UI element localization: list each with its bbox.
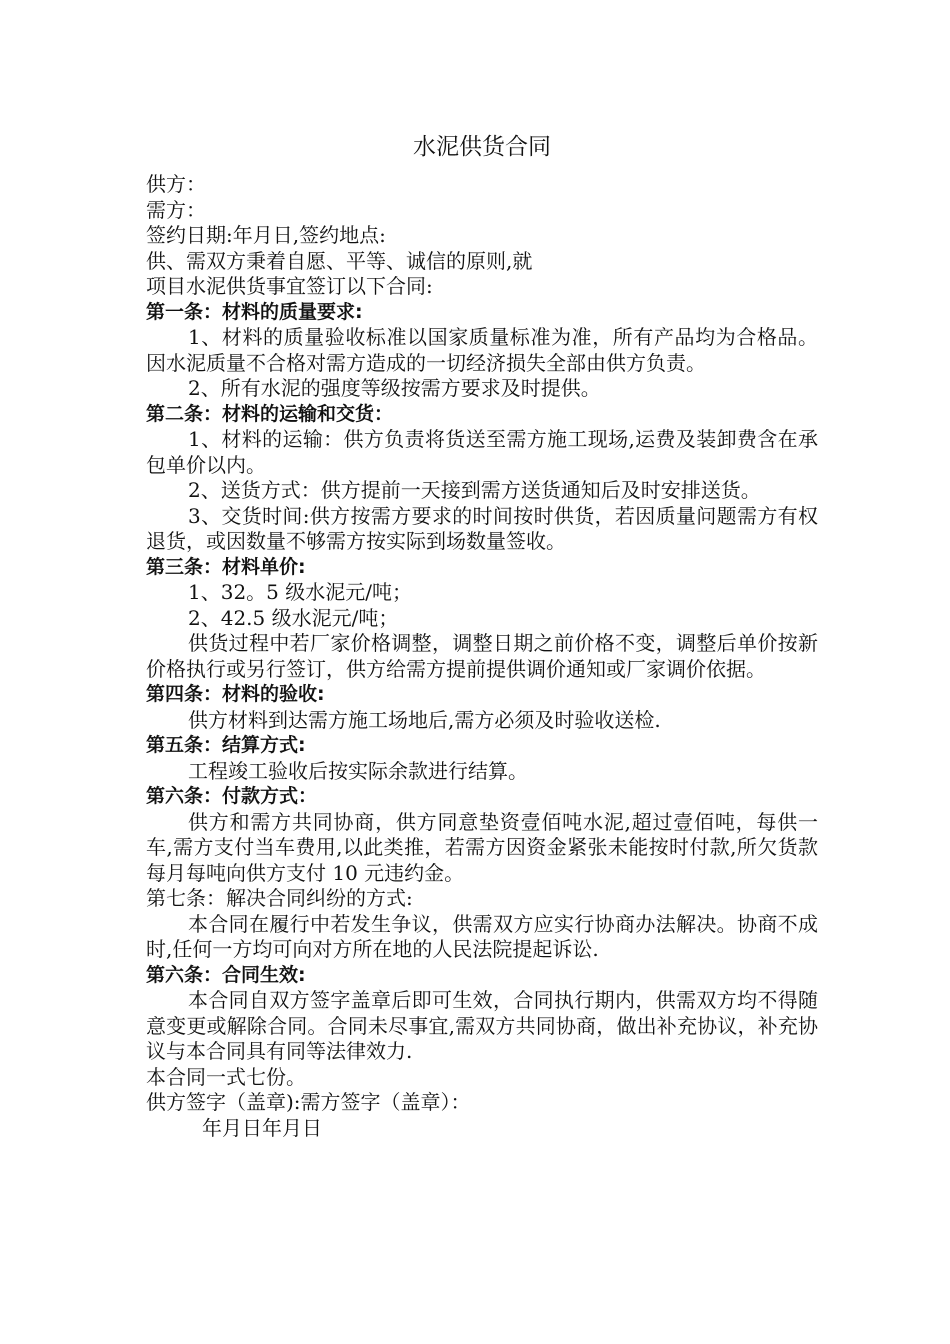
section-1-paragraph-2: 2、所有水泥的强度等级按需方要求及时提供。 — [188, 376, 601, 400]
section-heading-6: 第六条：付款方式： — [146, 785, 318, 807]
section-8-paragraph-1: 本合同自双方签字盖章后即可生效，合同执行期内，供需双方均不得随意变更或解除合同。合同未尽事宜,需双方共同协商，做出补充协议，补充协议与本合同具有同等法律效力. — [146, 988, 818, 1063]
section-heading-8: 第六条：合同生效: — [146, 963, 306, 986]
section-heading-5: 第五条：结算方式: — [146, 734, 306, 756]
section-2-paragraph-3: 3、交货时间:供方按需方要求的时间按时供货，若因质量问题需方有权退货，或因数量不够需方按实际到场数量签收。 — [146, 503, 818, 553]
document-title: 水泥供货合同 — [413, 134, 551, 160]
buyer-line: 需方： — [146, 197, 206, 222]
section-heading-4: 第四条：材料的验收: — [146, 683, 325, 705]
principle-line: 供、需双方秉着自愿、平等、诚信的原则,就 — [146, 248, 533, 273]
section-3-paragraph-3: 供货过程中若厂家价格调整，调整日期之前价格不变，调整后单价按新价格执行或另行签订，供方给需方提前提供调价通知或厂家调价依据。 — [146, 631, 818, 681]
section-7-paragraph-1: 本合同在履行中若发生争议，供需双方应实行协商办法解决。协商不成时,任何一方均可向对方所在地的人民法院提起诉讼. — [146, 911, 818, 961]
section-4-paragraph-1: 供方材料到达需方施工场地后,需方必须及时验收送检. — [188, 707, 661, 732]
intro-line: 项目水泥供货事宜签订以下合同: — [146, 274, 433, 298]
signature-date-line: 年月日年月日 — [202, 1115, 322, 1140]
signature-line: 供方签字（盖章):需方签字（盖章）： — [146, 1090, 471, 1114]
section-2-paragraph-1: 1、材料的运输：供方负责将货送至需方施工现场,运费及装卸费含在承包单价以内。 — [146, 427, 818, 477]
section-heading-3: 第三条：材料单价: — [146, 555, 306, 578]
copies-line: 本合同一式七份。 — [146, 1064, 306, 1089]
section-1-paragraph-1: 1、材料的质量验收标准以国家质量标准为准，所有产品均为合格品。因水泥质量不合格对需方造成的一切经济损失全部由供方负责。 — [146, 325, 818, 375]
section-heading-1: 第一条：材料的质量要求: — [146, 300, 363, 323]
section-heading-7: 第七条：解决合同纠纷的方式: — [146, 886, 413, 910]
section-2-paragraph-2: 2、送货方式：供方提前一天接到需方送货通知后及时安排送货。 — [188, 478, 761, 502]
section-3-paragraph-2: 2、42.5 级水泥元/吨； — [188, 605, 399, 630]
section-6-paragraph-1: 供方和需方共同协商，供方同意垫资壹佰吨水泥,超过壹佰吨，每供一车,需方支付当车费用,以此类推，若需方因资金紧张未能按时付款,所欠货款每月每吨向供方支付 10 元违约金。 — [146, 809, 818, 885]
contract-document — [146, 132, 818, 1141]
section-3-paragraph-1: 1、32。5 级水泥元/吨； — [188, 580, 412, 604]
section-heading-2: 第二条：材料的运输和交货： — [146, 402, 394, 425]
signing-date-line: 签约日期:年月日,签约地点: — [146, 223, 386, 247]
supplier-line: 供方： — [146, 172, 206, 196]
section-5-paragraph-1: 工程竣工验收后按实际余款进行结算。 — [188, 758, 528, 783]
